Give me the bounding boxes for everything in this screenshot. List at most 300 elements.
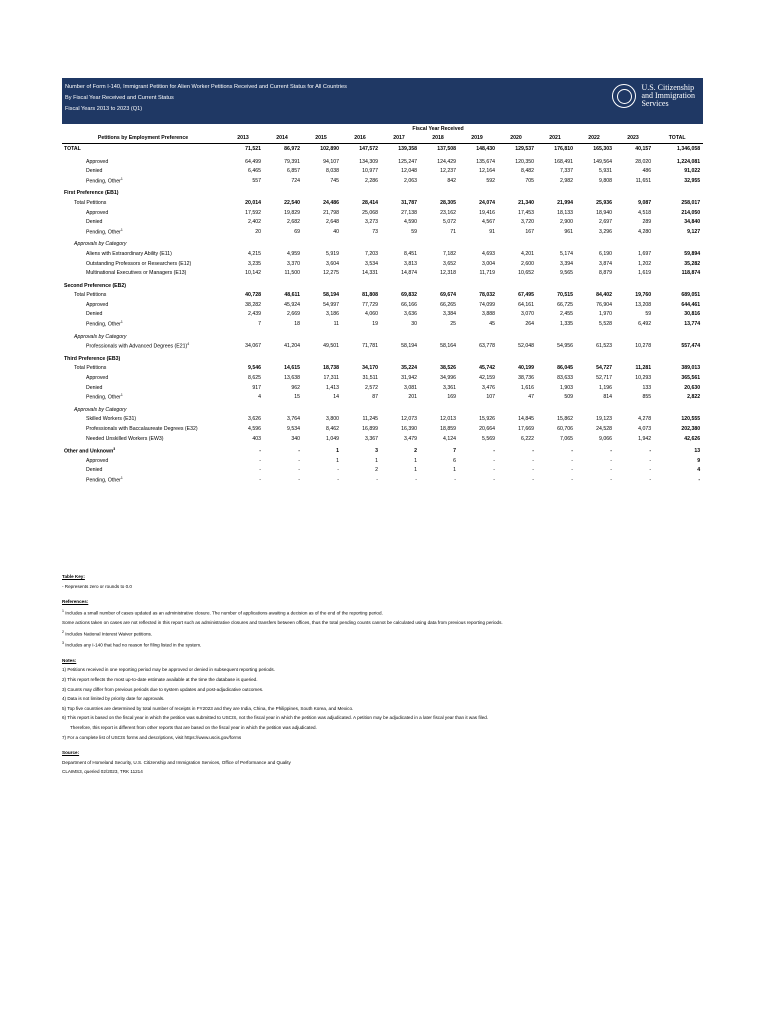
row-label-text: Skilled Workers (E31): [86, 416, 137, 423]
row-label-text: Needed Unskilled Workers (EW3): [86, 435, 164, 442]
table-cell: 49,501: [323, 343, 339, 350]
table-cell: 21,340: [518, 199, 534, 206]
table-cell: 86,972: [284, 145, 300, 152]
table-cell: 10,278: [635, 343, 652, 350]
row-label-text: Professionals with Advanced Degrees (E21): [86, 344, 188, 351]
table-cell: -: [532, 457, 534, 464]
table-cell: 34,067: [245, 343, 261, 350]
table-cell: 1,346,058: [677, 145, 701, 152]
table-cell: [537, 405, 576, 415]
table-row: [62, 259, 703, 269]
row-label-text: Approved: [86, 158, 109, 165]
table-cell: -: [298, 448, 300, 455]
source-heading: Source:: [62, 750, 80, 756]
table-cell: [225, 332, 264, 342]
table-cell: 81,808: [362, 292, 378, 299]
table-cell: 10,142: [245, 270, 261, 277]
table-row: [62, 446, 703, 456]
table-cell: [225, 240, 264, 250]
table-cell: [381, 189, 420, 199]
year-header: 2014: [264, 134, 303, 144]
table-cell: 9,808: [599, 177, 612, 184]
table-cell: 13: [694, 448, 701, 455]
table-cell: -: [698, 476, 701, 483]
table-cell: [498, 240, 537, 250]
row-label-text: Denied: [86, 384, 103, 391]
table-cell: 340: [291, 435, 300, 442]
table-cell: 120,350: [515, 158, 534, 165]
table-cell: 2,063: [404, 177, 417, 184]
table-cell: 59,894: [684, 250, 701, 257]
table-cell: 52,048: [518, 343, 534, 350]
table-cell: 11,245: [362, 416, 378, 423]
table-cell: [381, 405, 420, 415]
table-cell: 176,810: [554, 145, 573, 152]
table-cell: 77,729: [362, 301, 378, 308]
table-cell: [537, 332, 576, 342]
table-cell: 66,725: [557, 301, 573, 308]
table-cell: 3,235: [248, 260, 261, 267]
table-row: [62, 176, 703, 186]
table-cell: 11,281: [635, 365, 652, 372]
table-cell: [264, 189, 303, 199]
table-cell: 54,997: [323, 301, 339, 308]
table-cell: [615, 281, 654, 291]
table-cell: 66,166: [401, 301, 417, 308]
table-cell: 10,293: [635, 375, 652, 382]
row-label: [62, 300, 225, 310]
table-cell: 58,194: [323, 292, 339, 299]
table-cell: [264, 332, 303, 342]
year-header: TOTAL: [654, 134, 703, 144]
table-cell: 40,199: [518, 365, 534, 372]
table-cell: [654, 240, 703, 250]
table-cell: 6,492: [638, 321, 652, 328]
table-cell: [459, 354, 498, 364]
row-label: [62, 249, 225, 259]
table-cell: 19: [372, 321, 378, 328]
table-cell: 3,384: [443, 311, 456, 318]
row-label: [62, 240, 225, 250]
table-cell: 6: [453, 457, 456, 464]
table-cell: 12,164: [479, 168, 495, 175]
table-cell: 22,540: [284, 199, 300, 206]
table-cell: -: [532, 476, 534, 483]
footnote-marker: 1: [120, 176, 123, 181]
table-cell: 32,955: [684, 177, 701, 184]
table-cell: 7,203: [365, 250, 378, 257]
table-cell: 18: [294, 321, 300, 328]
row-label: [62, 166, 225, 176]
table-cell: [342, 405, 381, 415]
table-cell: 83,633: [557, 375, 573, 382]
table-cell: 5,569: [482, 435, 495, 442]
table-cell: 7,065: [560, 435, 573, 442]
table-cell: 165,303: [593, 145, 612, 152]
table-cell: 13,774: [684, 321, 701, 328]
table-cell: 855: [642, 394, 652, 401]
report-notes: [62, 572, 702, 777]
row-label: [62, 415, 225, 425]
table-cell: 11,719: [479, 270, 495, 277]
table-cell: 2: [414, 448, 417, 455]
table-cell: [303, 281, 342, 291]
table-cell: 133: [642, 384, 652, 391]
table-cell: 1,224,081: [677, 158, 701, 165]
uscis-logo: [612, 84, 695, 108]
row-label-text: Pending, Other: [86, 229, 121, 236]
table-cell: 31,787: [401, 199, 417, 206]
table-cell: 4,073: [638, 426, 652, 433]
table-cell: 9,087: [638, 199, 652, 206]
table-cell: 2,822: [687, 394, 701, 401]
row-label-text: Aliens with Extraordinary Ability (E11): [86, 250, 172, 257]
fiscal-year-group-header: Fiscal Year Received: [412, 125, 464, 132]
table-cell: 16,899: [362, 426, 378, 433]
table-cell: 4,567: [482, 219, 495, 226]
table-cell: 258,017: [681, 199, 701, 206]
table-cell: 64,499: [245, 158, 261, 165]
table-cell: 135,674: [476, 158, 495, 165]
table-cell: 6,857: [287, 168, 300, 175]
table-cell: 4: [258, 394, 261, 401]
row-label-text: Pending, Other: [86, 477, 121, 484]
table-cell: 12,073: [401, 416, 417, 423]
table-row: [62, 354, 703, 364]
table-cell: [225, 281, 264, 291]
table-cell: 73: [372, 228, 378, 235]
table-cell: 47: [528, 394, 534, 401]
table-row: [62, 144, 703, 154]
row-label-text: Approvals by Category: [74, 406, 127, 413]
table-cell: [420, 405, 459, 415]
table-cell: 202,380: [681, 426, 701, 433]
table-cell: 40,728: [245, 292, 261, 299]
table-cell: 9,534: [287, 426, 300, 433]
table-cell: [615, 332, 654, 342]
row-label: [62, 475, 225, 485]
ref2-text: Includes National Interest Waiver petitions.: [65, 631, 153, 637]
table-row: [62, 268, 703, 278]
table-cell: 842: [447, 177, 456, 184]
table-cell: 3,626: [248, 416, 261, 423]
table-cell: -: [337, 476, 339, 483]
table-cell: 61,523: [596, 343, 612, 350]
row-label-text: Denied: [86, 467, 103, 474]
table-cell: [537, 240, 576, 250]
table-cell: 60,706: [557, 426, 573, 433]
table-cell: 45: [489, 321, 495, 328]
table-cell: -: [571, 457, 573, 464]
year-header: 2018: [420, 134, 459, 144]
table-cell: 79,391: [284, 158, 300, 165]
row-label: [62, 157, 225, 167]
table-cell: 19,123: [596, 416, 612, 423]
table-cell: -: [259, 467, 261, 474]
footnote-marker: 1: [120, 320, 123, 325]
table-cell: 644,461: [681, 301, 701, 308]
table-cell: 4,215: [248, 250, 261, 257]
row-label-text: Pending, Other: [86, 395, 121, 402]
table-cell: [654, 189, 703, 199]
table-cell: 2,402: [248, 219, 261, 226]
table-cell: [303, 405, 342, 415]
row-label-text: Pending, Other: [86, 321, 121, 328]
table-row: [62, 300, 703, 310]
row-label-text: Approved: [86, 209, 109, 216]
table-cell: 3,604: [326, 260, 339, 267]
table-cell: 24,486: [323, 199, 339, 206]
table-cell: [381, 332, 420, 342]
table-cell: [381, 281, 420, 291]
table-cell: 42,159: [479, 375, 495, 382]
row-label: [62, 310, 225, 320]
table-cell: 86,045: [557, 365, 573, 372]
table-cell: 91,022: [684, 168, 701, 175]
row-label-text: Third Preference (EB3): [64, 355, 121, 362]
table-cell: 509: [564, 394, 573, 401]
table-cell: 74,099: [479, 301, 495, 308]
table-row: [62, 332, 703, 342]
row-label: [62, 198, 225, 208]
table-cell: 28,020: [635, 158, 652, 165]
table-cell: 19,760: [635, 292, 652, 299]
row-label-text: Approvals by Category: [74, 333, 127, 340]
table-cell: 34,170: [362, 365, 378, 372]
table-cell: 3,476: [482, 384, 495, 391]
table-cell: 7,182: [443, 250, 456, 257]
table-cell: 11,500: [284, 270, 300, 277]
table-cell: 28,414: [362, 199, 378, 206]
table-cell: 48,611: [284, 292, 300, 299]
table-cell: 5,072: [443, 219, 456, 226]
table-cell: 3,004: [482, 260, 495, 267]
table-cell: 6,190: [599, 250, 612, 257]
notes-heading: Notes:: [62, 657, 77, 663]
dhs-seal-icon: [612, 84, 636, 108]
row-label: [62, 446, 225, 456]
table-cell: 1,202: [638, 260, 652, 267]
table-cell: [420, 354, 459, 364]
row-label-text: TOTAL: [64, 145, 81, 152]
table-cell: [654, 281, 703, 291]
table-cell: [459, 281, 498, 291]
note-6b: Therefore, this report is different from other reports that are based on the fiscal year in which the petition was adjudicated.: [70, 724, 317, 730]
table-cell: 124,429: [437, 158, 456, 165]
table-cell: -: [298, 467, 300, 474]
table-cell: 168,491: [554, 158, 573, 165]
row-label-text: Approved: [86, 457, 109, 464]
table-cell: 486: [642, 168, 652, 175]
table-cell: 8,879: [599, 270, 612, 277]
table-cell: [498, 405, 537, 415]
table-cell: 214,050: [681, 209, 701, 216]
table-cell: 13,208: [635, 301, 652, 308]
table-cell: [264, 354, 303, 364]
table-cell: 149,564: [593, 158, 612, 165]
row-label-text: Approvals by Category: [74, 241, 127, 248]
footnote-marker: 4: [187, 342, 190, 347]
ref3-marker: 3: [62, 640, 64, 645]
source-line-1: Department of Homeland Security, U.S. Citizenship and Immigration Services, Office of Performance and Quality: [62, 759, 291, 765]
table-cell: 63,778: [479, 343, 495, 350]
year-header: 2019: [459, 134, 498, 144]
table-cell: [342, 240, 381, 250]
table-cell: 1,942: [638, 435, 652, 442]
note-7: 7) For a complete list of USCIS forms and descriptions, visit https://www.uscis.gov/forms: [62, 734, 242, 740]
table-cell: [303, 332, 342, 342]
row-label: [62, 291, 225, 301]
table-row: [62, 310, 703, 320]
table-cell: 38,736: [518, 375, 534, 382]
table-cell: [264, 281, 303, 291]
table-cell: 20,664: [479, 426, 495, 433]
table-cell: [576, 240, 615, 250]
table-cell: 3,361: [443, 384, 456, 391]
table-cell: 12,318: [440, 270, 456, 277]
table-cell: -: [259, 476, 261, 483]
row-label: [62, 364, 225, 374]
table-cell: [654, 354, 703, 364]
table-cell: 169: [447, 394, 456, 401]
table-cell: 54,727: [596, 365, 612, 372]
table-cell: 4,278: [638, 416, 652, 423]
table-cell: -: [649, 467, 652, 474]
table-cell: 1,616: [521, 384, 534, 391]
table-cell: [537, 281, 576, 291]
table-cell: 557: [252, 177, 261, 184]
table-cell: 5,174: [560, 250, 573, 257]
table-cell: 54,956: [557, 343, 573, 350]
table-cell: 3,813: [404, 260, 417, 267]
table-cell: 30: [411, 321, 417, 328]
table-cell: 4,201: [521, 250, 534, 257]
table-cell: 35,282: [684, 260, 701, 267]
table-cell: 1: [414, 467, 417, 474]
note-4: 4) Data is not limited by priority date for approvals.: [62, 696, 165, 702]
year-header: 2013: [225, 134, 264, 144]
note-5: 5) Top five countries are determined by total number of receipts in FY2023 and they are India, China, the Philippines, South Korea, and Mexico.: [62, 705, 354, 711]
table-cell: [537, 354, 576, 364]
row-label: [62, 227, 225, 237]
table-cell: -: [571, 467, 573, 474]
table-cell: 365,561: [681, 375, 701, 382]
table-cell: -: [259, 448, 261, 455]
footnote-marker: 3: [113, 447, 116, 452]
table-cell: 69,832: [401, 292, 417, 299]
table-cell: 10,977: [362, 168, 378, 175]
table-cell: 18,940: [596, 209, 612, 216]
table-cell: 45,742: [479, 365, 495, 372]
table-cell: [615, 189, 654, 199]
row-label-text: Pending, Other: [86, 178, 121, 185]
row-label: [62, 392, 225, 402]
table-cell: 34,996: [440, 375, 456, 382]
table-cell: 3,081: [404, 384, 417, 391]
table-cell: [342, 354, 381, 364]
table-cell: 66,265: [440, 301, 456, 308]
table-cell: 38,526: [440, 365, 456, 372]
table-cell: 7: [258, 321, 261, 328]
table-cell: 4,596: [248, 426, 261, 433]
table-cell: 14: [333, 394, 339, 401]
table-cell: [459, 405, 498, 415]
table-cell: 4,959: [287, 250, 300, 257]
table-cell: 4,693: [482, 250, 495, 257]
table-cell: 64,161: [518, 301, 534, 308]
table-cell: 1: [414, 457, 417, 464]
report-range: Fiscal Years 2013 to 2023 (Q1): [65, 106, 143, 112]
table-cell: -: [376, 476, 378, 483]
table-cell: 5,528: [599, 321, 612, 328]
table-cell: 2,648: [326, 219, 339, 226]
table-cell: 71,781: [362, 343, 378, 350]
table-cell: 19,416: [479, 209, 495, 216]
table-cell: 705: [525, 177, 534, 184]
row-label: [62, 268, 225, 278]
table-cell: 2,697: [599, 219, 612, 226]
references-heading: References:: [62, 599, 89, 605]
row-label-text: Approved: [86, 375, 109, 382]
table-cell: 8,482: [521, 168, 534, 175]
table-cell: -: [259, 457, 261, 464]
table-cell: -: [493, 476, 495, 483]
ref2-marker: 2: [62, 629, 64, 634]
table-cell: 31,511: [362, 375, 378, 382]
table-row: [62, 434, 703, 444]
table-cell: 12,275: [323, 270, 339, 277]
table-cell: 24,074: [479, 199, 495, 206]
agency-name-line2: and Immigration: [641, 91, 695, 100]
table-cell: [264, 240, 303, 250]
table-cell: 3,273: [365, 219, 378, 226]
table-cell: 4: [697, 467, 701, 474]
table-cell: 2,439: [248, 311, 261, 318]
table-row: [62, 208, 703, 218]
table-cell: 1: [336, 448, 339, 455]
table-cell: 745: [330, 177, 339, 184]
table-cell: -: [649, 448, 652, 455]
table-cell: 3,479: [404, 435, 417, 442]
table-cell: 25: [450, 321, 456, 328]
table-cell: 4,060: [365, 311, 378, 318]
table-row: [62, 373, 703, 383]
table-cell: 102,890: [320, 145, 339, 152]
row-label-text: Second Preference (EB2): [64, 282, 126, 289]
row-label: [62, 319, 225, 329]
ref3-text: Includes any I-140 that had no reason for filing listed in the system.: [65, 642, 202, 648]
table-cell: 148,430: [476, 145, 495, 152]
table-cell: 45,924: [284, 301, 300, 308]
table-cell: 8,625: [248, 375, 261, 382]
table-row: [62, 424, 703, 434]
table-cell: 67,495: [518, 292, 534, 299]
table-cell: [615, 405, 654, 415]
row-label: [62, 424, 225, 434]
table-cell: 264: [525, 321, 534, 328]
table-cell: 7: [453, 448, 456, 455]
year-header: 2015: [303, 134, 342, 144]
table-cell: 40: [333, 228, 339, 235]
row-label: [62, 259, 225, 269]
row-label-text: Total Petitions: [74, 292, 107, 299]
table-cell: 15: [294, 394, 300, 401]
row-label-text: Denied: [86, 219, 103, 226]
table-cell: [654, 405, 703, 415]
table-cell: 19,829: [284, 209, 300, 216]
table-cell: 30,816: [684, 311, 701, 318]
table-cell: 4,124: [443, 435, 456, 442]
